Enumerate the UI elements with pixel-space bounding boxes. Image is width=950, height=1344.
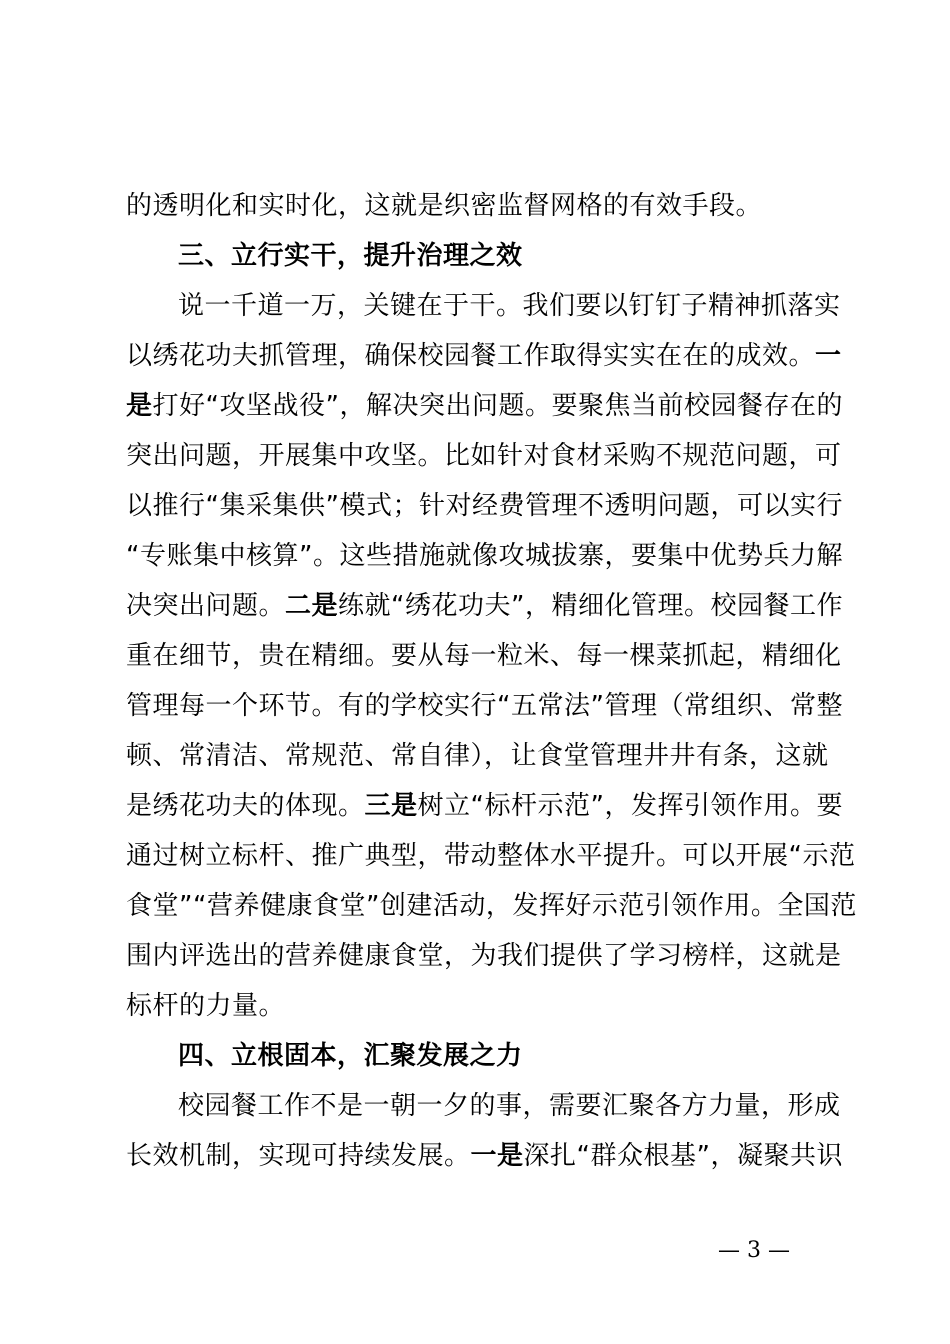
point-marker: 是: [126, 391, 153, 421]
paragraph-line: “专账集中核算”。这些措施就像攻城拔寨，要集中优势兵力解: [126, 541, 843, 571]
section-heading-three: 三、立行实干，提升治理之效: [178, 241, 523, 271]
point-marker: 三是: [364, 791, 418, 821]
point-marker: 一是: [470, 1141, 524, 1171]
paragraph-line: 围内评选出的营养健康食堂，为我们提供了学习榜样，这就是: [126, 941, 842, 971]
paragraph-line: 突出问题，开展集中攻坚。比如针对食材采购不规范问题，可: [126, 441, 842, 471]
paragraph-line: 长效机制，实现可持续发展。一是深扎“群众根基”，凝聚共识: [126, 1141, 843, 1171]
paragraph-line: 食堂”“营养健康食堂”创建活动，发挥好示范引领作用。全国范: [126, 891, 857, 921]
paragraph-line: 重在细节，贵在精细。要从每一粒米、每一棵菜抓起，精细化: [126, 641, 842, 671]
point-marker: 二是: [285, 591, 339, 621]
paragraph-line: 以推行“集采集供”模式；针对经费管理不透明问题，可以实行: [126, 491, 843, 521]
paragraph-line: 校园餐工作不是一朝一夕的事，需要汇聚各方力量，形成: [178, 1091, 841, 1121]
paragraph-line: 决突出问题。二是练就“绣花功夫”，精细化管理。校园餐工作: [126, 591, 843, 621]
section-heading-four: 四、立根固本，汇聚发展之力: [178, 1041, 523, 1071]
paragraph-line: 说一千道一万，关键在于干。我们要以钉钉子精神抓落实: [178, 291, 841, 321]
paragraph-line: 标杆的力量。: [126, 991, 286, 1021]
point-marker: 一: [815, 341, 842, 371]
paragraph-line: 的透明化和实时化，这就是织密监督网格的有效手段。: [126, 191, 763, 221]
paragraph-line: 是绣花功夫的体现。三是树立“标杆示范”，发挥引领作用。要: [126, 791, 843, 821]
page-number: — 3 —: [718, 1238, 790, 1263]
paragraph-line: 管理每一个环节。有的学校实行“五常法”管理（常组织、常整: [126, 691, 843, 721]
paragraph-line: 是打好“攻坚战役”，解决突出问题。要聚焦当前校园餐存在的: [126, 391, 843, 421]
paragraph-line: 顿、常清洁、常规范、常自律），让食堂管理井井有条，这就: [126, 741, 829, 771]
paragraph-line: 通过树立标杆、推广典型，带动整体水平提升。可以开展“示范: [126, 841, 856, 871]
paragraph-line: 以绣花功夫抓管理，确保校园餐工作取得实实在在的成效。一: [126, 341, 842, 371]
